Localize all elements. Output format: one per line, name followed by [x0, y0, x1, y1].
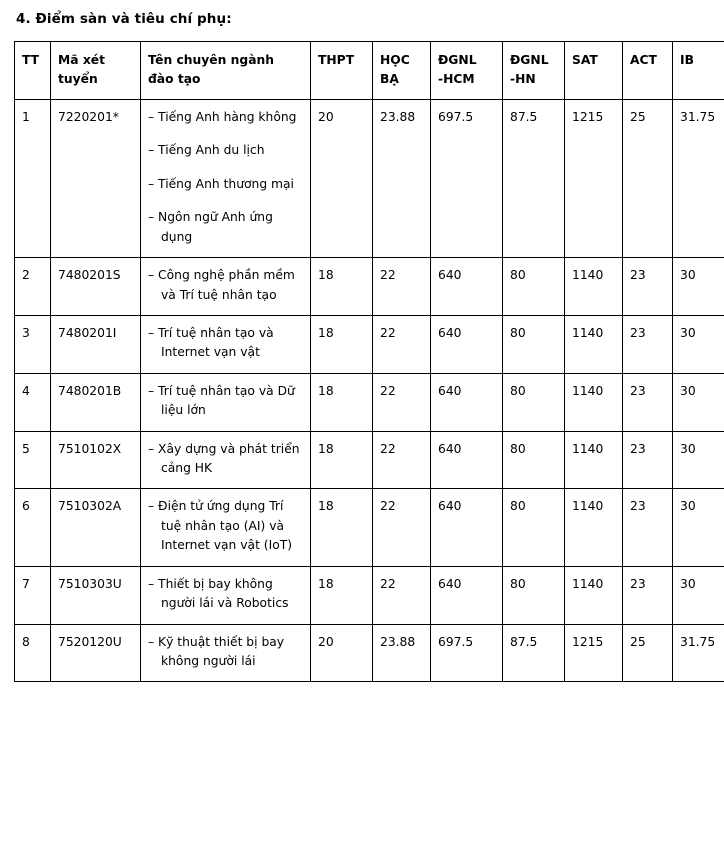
cell-dgnl-hn: 80 — [503, 566, 565, 624]
cell-act: 23 — [623, 431, 673, 489]
page-title: 4. Điểm sàn và tiêu chí phụ: — [16, 11, 232, 27]
column-header-code-line1: Mã xét — [58, 52, 105, 67]
admission-score-table — [14, 41, 724, 683]
cell-act: 25 — [623, 99, 673, 257]
cell-thpt: 20 — [311, 624, 373, 682]
major-item: – Thiết bị bay không người lái và Robotics — [148, 576, 289, 611]
cell-dgnl-hcm: 640 — [431, 373, 503, 431]
cell-hocba: 23.88 — [373, 624, 431, 682]
cell-tt: 6 — [15, 489, 51, 566]
cell-thpt: 18 — [311, 258, 373, 316]
cell-thpt: 18 — [311, 373, 373, 431]
major-list — [148, 497, 304, 555]
column-header-major-line1: Tên chuyên ngành — [148, 52, 275, 67]
major-list — [148, 382, 304, 421]
cell-code: 7520120U — [51, 624, 141, 682]
table-row — [15, 431, 724, 489]
cell-thpt: 18 — [311, 431, 373, 489]
table-row — [15, 566, 724, 624]
cell-major-list — [141, 315, 311, 373]
cell-ib: 30 — [673, 315, 724, 373]
major-list — [148, 108, 304, 247]
cell-dgnl-hn: 87.5 — [503, 99, 565, 257]
table-row — [15, 258, 724, 316]
column-header-dgnl-hcm-line1: ĐGNL — [438, 52, 477, 67]
cell-thpt: 18 — [311, 315, 373, 373]
column-header-hocba-line2: BẠ — [380, 71, 399, 86]
cell-dgnl-hn: 87.5 — [503, 624, 565, 682]
cell-dgnl-hn: 80 — [503, 431, 565, 489]
column-header-code — [51, 41, 141, 99]
cell-tt: 7 — [15, 566, 51, 624]
column-header-major — [141, 41, 311, 99]
cell-hocba: 23.88 — [373, 99, 431, 257]
cell-dgnl-hcm: 640 — [431, 566, 503, 624]
cell-major-list — [141, 373, 311, 431]
column-header-act: ACT — [623, 41, 673, 99]
cell-act: 23 — [623, 373, 673, 431]
major-item: – Tiếng Anh hàng không — [148, 109, 297, 124]
major-item: – Công nghệ phần mềm và Trí tuệ nhân tạo — [148, 268, 295, 302]
major-list — [148, 324, 304, 363]
major-item: – Trí tuệ nhân tạo và Dữ liệu lớn — [148, 383, 295, 418]
cell-act: 23 — [623, 258, 673, 316]
cell-tt: 8 — [15, 624, 51, 682]
table-row — [15, 489, 724, 566]
cell-hocba: 22 — [373, 431, 431, 489]
table-row — [15, 373, 724, 431]
cell-thpt: 18 — [311, 566, 373, 624]
column-header-tt: TT — [15, 41, 51, 99]
cell-tt: 1 — [15, 99, 51, 257]
cell-tt: 2 — [15, 258, 51, 316]
cell-dgnl-hcm: 640 — [431, 489, 503, 566]
cell-sat: 1140 — [565, 566, 623, 624]
cell-thpt: 20 — [311, 99, 373, 257]
cell-ib: 31.75 — [673, 99, 724, 257]
cell-code: 7510303U — [51, 566, 141, 624]
major-list — [148, 633, 304, 672]
cell-ib: 31.75 — [673, 624, 724, 682]
cell-dgnl-hn: 80 — [503, 258, 565, 316]
column-header-code-line2: tuyển — [58, 71, 98, 86]
table-row — [15, 315, 724, 373]
cell-code: 7510302A — [51, 489, 141, 566]
cell-major-list — [141, 566, 311, 624]
column-header-sat: SAT — [565, 41, 623, 99]
column-header-major-line2: đào tạo — [148, 71, 201, 86]
cell-major-list — [141, 99, 311, 257]
cell-sat: 1140 — [565, 431, 623, 489]
cell-tt: 5 — [15, 431, 51, 489]
cell-code: 7220201* — [51, 99, 141, 257]
major-list — [148, 575, 304, 614]
cell-hocba: 22 — [373, 373, 431, 431]
major-list — [148, 266, 304, 305]
cell-major-list — [141, 489, 311, 566]
cell-code: 7480201I — [51, 315, 141, 373]
cell-ib: 30 — [673, 489, 724, 566]
cell-dgnl-hcm: 697.5 — [431, 624, 503, 682]
cell-major-list — [141, 431, 311, 489]
major-item: – Tiếng Anh du lịch — [148, 143, 265, 158]
major-item: – Xây dựng và phát triển cảng HK — [148, 441, 300, 476]
cell-code: 7480201B — [51, 373, 141, 431]
cell-major-list — [141, 624, 311, 682]
cell-dgnl-hn: 80 — [503, 315, 565, 373]
column-header-dgnl-hn-line1: ĐGNL — [510, 52, 549, 67]
column-header-dgnl-hn — [503, 41, 565, 99]
cell-tt: 4 — [15, 373, 51, 431]
cell-act: 23 — [623, 566, 673, 624]
cell-ib: 30 — [673, 258, 724, 316]
column-header-thpt: THPT — [311, 41, 373, 99]
cell-tt: 3 — [15, 315, 51, 373]
cell-ib: 30 — [673, 431, 724, 489]
table-row — [15, 99, 724, 257]
cell-sat: 1215 — [565, 624, 623, 682]
cell-dgnl-hcm: 640 — [431, 315, 503, 373]
cell-code: 7480201S — [51, 258, 141, 316]
cell-sat: 1215 — [565, 99, 623, 257]
major-item: – Tiếng Anh thương mại — [148, 176, 294, 191]
cell-hocba: 22 — [373, 489, 431, 566]
cell-hocba: 22 — [373, 315, 431, 373]
major-item: – Trí tuệ nhân tạo và Internet vạn vật — [148, 325, 274, 360]
column-header-dgnl-hn-line2: -HN — [510, 71, 536, 86]
cell-code: 7510102X — [51, 431, 141, 489]
cell-sat: 1140 — [565, 315, 623, 373]
cell-major-list — [141, 258, 311, 316]
cell-act: 23 — [623, 489, 673, 566]
table-row — [15, 624, 724, 682]
column-header-dgnl-hcm-line2: -HCM — [438, 71, 475, 86]
table-header-row — [15, 41, 724, 99]
cell-dgnl-hcm: 640 — [431, 431, 503, 489]
cell-ib: 30 — [673, 566, 724, 624]
cell-ib: 30 — [673, 373, 724, 431]
major-item: – Điện tử ứng dụng Trí tuệ nhân tạo (AI) và Internet vạn vật (IoT) — [148, 499, 293, 553]
cell-sat: 1140 — [565, 373, 623, 431]
column-header-hocba-line1: HỌC — [380, 52, 410, 67]
cell-dgnl-hn: 80 — [503, 489, 565, 566]
major-item: – Ngôn ngữ Anh ứng dụng — [148, 210, 273, 244]
major-item: – Kỹ thuật thiết bị bay không người lái — [148, 634, 285, 668]
cell-act: 23 — [623, 315, 673, 373]
cell-hocba: 22 — [373, 566, 431, 624]
column-header-ib: IB — [673, 41, 724, 99]
cell-hocba: 22 — [373, 258, 431, 316]
cell-sat: 1140 — [565, 489, 623, 566]
major-list — [148, 440, 304, 479]
column-header-dgnl-hcm — [431, 41, 503, 99]
cell-sat: 1140 — [565, 258, 623, 316]
cell-dgnl-hcm: 697.5 — [431, 99, 503, 257]
cell-dgnl-hcm: 640 — [431, 258, 503, 316]
cell-dgnl-hn: 80 — [503, 373, 565, 431]
cell-act: 25 — [623, 624, 673, 682]
table-body — [15, 99, 724, 681]
cell-thpt: 18 — [311, 489, 373, 566]
column-header-hocba — [373, 41, 431, 99]
